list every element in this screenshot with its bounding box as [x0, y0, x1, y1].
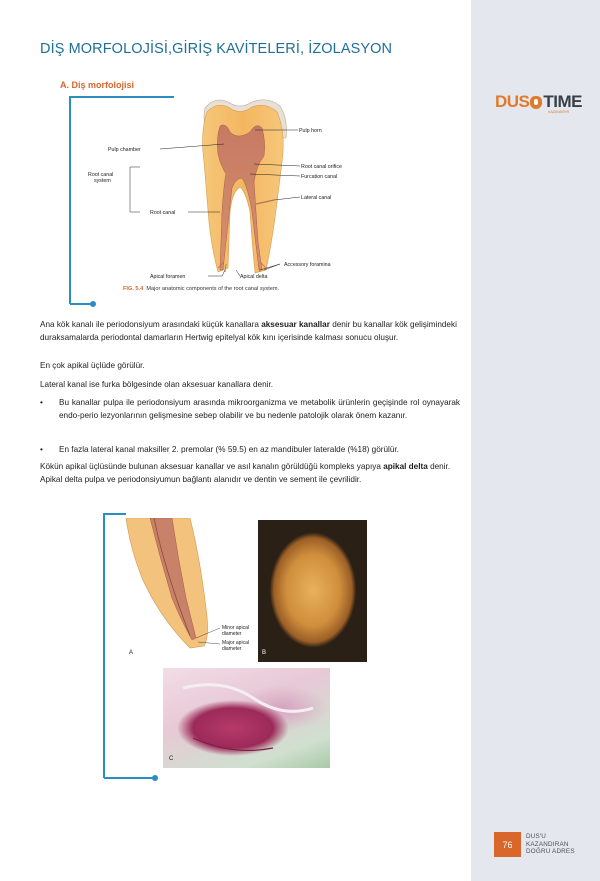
section-heading: A. Diş morfolojisi	[60, 80, 135, 90]
bullet-text: En fazla lateral kanal maksiller 2. premolar (% 59.5) en az mandibuler lateralde (%18) görülür.	[59, 445, 399, 454]
panel-label-c: C	[169, 756, 174, 762]
dentin	[203, 105, 284, 273]
bullet-item	[40, 396, 460, 423]
page-number: 76	[494, 832, 521, 857]
label-root-canal: Root canal	[150, 210, 176, 216]
figure2-bracket-left	[103, 513, 105, 778]
slogan	[526, 833, 575, 856]
bullet-mark: •	[40, 445, 43, 454]
label-lateral-canal: Lateral canal	[301, 195, 332, 201]
text-run: Ana kök kanalı ile periodonsiyum arasındaki küçük kanallara	[40, 320, 262, 329]
label-furcation-canal: Furcation canal	[301, 174, 338, 180]
label-pulp-horn: Pulp horn	[299, 128, 322, 134]
label-line: Minor apical	[222, 625, 249, 631]
figure2-bracket-bottom	[104, 777, 154, 779]
label-minor-apical-diameter	[222, 626, 249, 637]
figure-bracket-bottom	[70, 303, 92, 305]
label-line: diameter	[222, 645, 242, 652]
slogan-line: DOĞRU ADRES	[526, 848, 575, 855]
label-root-canal-system: system	[94, 178, 111, 184]
page-title: DİŞ MORFOLOJİSİ,GİRİŞ KAVİTELERİ, İZOLASYON	[40, 41, 393, 57]
text-run: Kökün apikal üçlüsünde bulunan aksesuar kanallar ve asıl kanalın görüldüğü kompleks yapıya	[40, 462, 384, 471]
histology-overlay	[163, 668, 330, 768]
bracket-dot	[90, 301, 96, 307]
figure-caption	[123, 286, 279, 292]
dustime-logo	[495, 92, 582, 112]
label-major-apical-diameter	[222, 641, 249, 652]
tooth-icon	[530, 96, 542, 109]
bullet-mark: •	[40, 398, 43, 407]
caption-label: FIG. 5.4	[123, 286, 144, 292]
apical-foramen-photo	[258, 520, 367, 662]
paragraph-accessory-canals	[40, 318, 460, 345]
histology-section	[163, 668, 330, 768]
text-run: denir bu kanallar kök gelişimindeki duraksamalarda periodontal damarların Hertwig epitelyal kök kını içerisinde kalması sonucu oluşur.	[40, 320, 457, 343]
panel-label-b: B	[262, 650, 267, 656]
paragraph-apical-delta	[40, 460, 460, 487]
label-apical-foramen: Apical foramen	[150, 274, 186, 280]
label-accessory-foramina: Accessory foramina	[284, 262, 331, 268]
right-sidebar	[471, 0, 600, 881]
label-root-canal-orifice: Root canal orifice	[301, 164, 342, 170]
bullet-item	[40, 443, 460, 456]
term-apical-delta: apikal delta	[383, 462, 428, 471]
slogan-line: DUS'U	[526, 833, 547, 840]
term-accessory-canals: aksesuar kanallar	[261, 320, 330, 329]
bracket-dot	[152, 775, 158, 781]
label-root-canal-system: Root canal	[88, 172, 114, 178]
bullet-text: Bu kanallar pulpa ile periodonsiyum arasında mikroorganizma ve metabolik ürünlerin geçişinde rol oynayarak endo-perio lezyonlarının gelişmesine sebep olabilir ve bu nedenle patolojik olarak önem kazanır.	[59, 398, 460, 421]
label-apical-delta: Apical delta	[240, 274, 268, 280]
logo-subtitle: KAZANDIRIR	[548, 110, 570, 114]
slogan-line: KAZANDIRAN	[526, 840, 569, 848]
paragraph-apical-third: En çok apikal üçlüde görülür.	[40, 361, 145, 370]
logo-text-dus: DUS	[495, 92, 530, 111]
figure2-bracket-top	[104, 513, 126, 515]
text-run: denir. Apikal delta pulpa ve periodonsiyumun bağlantı alanıdır ve dentin ve sement ile çevrilidir.	[40, 462, 451, 485]
root-canal-diagram	[80, 92, 380, 292]
caption-text: Major anatomic components of the root canal system.	[146, 286, 280, 292]
label-line: Major apical	[222, 640, 249, 646]
logo-text-time: TIME	[543, 92, 583, 111]
label-pulp-chamber: Pulp chamber	[108, 147, 141, 153]
paragraph-lateral-canal: Lateral kanal ise furka bölgesinde olan aksesuar kanallara denir.	[40, 380, 274, 389]
panel-label-a: A	[129, 650, 134, 656]
label-line: diameter	[222, 630, 242, 637]
figure-bracket-left	[69, 96, 71, 304]
